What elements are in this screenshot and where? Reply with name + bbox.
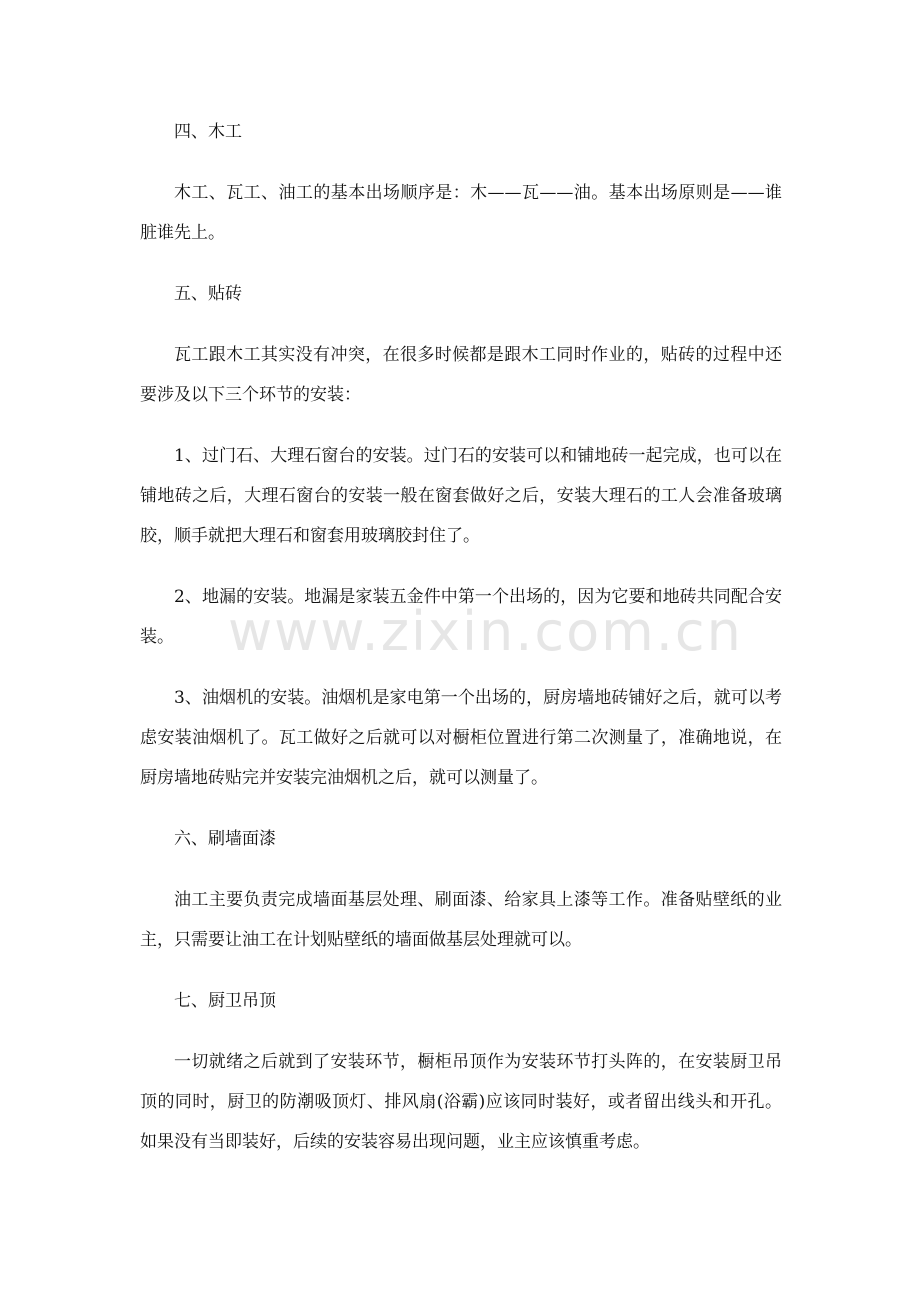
section-heading-tiling: 五、贴砖	[174, 284, 242, 304]
paragraph-tiling-intro: 瓦工跟木工其实没有冲突，在很多时候都是跟木工同时作业的，贴砖的过程中还要涉及以下三个环节的安装：	[140, 345, 782, 405]
paragraph-tiling-threshold: 1、过门石、大理石窗台的安装。过门石的安装可以和铺地砖一起完成，也可以在铺地砖之后，大理石窗台的安装一般在窗套做好之后，安装大理石的工人会准备玻璃胶，顺手就把大理石和窗套用玻璃胶封住了。	[140, 446, 782, 546]
section-heading-carpentry: 四、木工	[174, 122, 242, 142]
paragraph-ceiling: 一切就绪之后就到了安装环节，橱柜吊顶作为安装环节打头阵的，在安装厨卫吊顶的同时，厨卫的防潮吸顶灯、排风扇(浴霸)应该同时装好，或者留出线头和开孔。如果没有当即装好，后续的安装容易出现问题，业主应该慎重考虑。	[140, 1052, 782, 1152]
paragraph-tiling-floor-drain: 2、地漏的安装。地漏是家装五金件中第一个出场的，因为它要和地砖共同配合安装。	[140, 587, 782, 647]
watermark: www.zixin.com.cn	[228, 600, 743, 663]
section-heading-wall-paint: 六、刷墙面漆	[174, 829, 276, 849]
paragraph-tiling-range-hood: 3、油烟机的安装。油烟机是家电第一个出场的，厨房墙地砖铺好之后，就可以考虑安装油烟机了。瓦工做好之后就可以对橱柜位置进行第二次测量了，准确地说，在厨房墙地砖贴完并安装完油烟机之后，就可以测量了。	[140, 688, 782, 788]
document-body	[140, 112, 782, 1162]
paragraph-wall-paint: 油工主要负责完成墙面基层处理、刷面漆、给家具上漆等工作。准备贴壁纸的业主，只需要让油工在计划贴壁纸的墙面做基层处理就可以。	[140, 890, 782, 950]
paragraph-carpentry-order: 木工、瓦工、油工的基本出场顺序是：木——瓦——油。基本出场原则是——谁脏谁先上。	[140, 183, 782, 243]
section-heading-ceiling: 七、厨卫吊顶	[174, 991, 276, 1011]
